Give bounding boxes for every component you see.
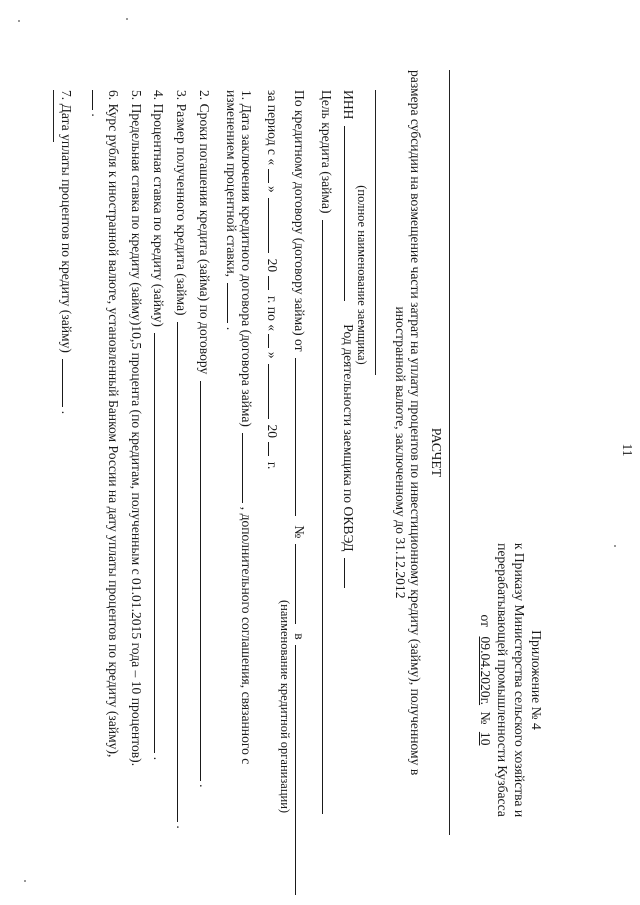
appendix-date: 09.04.2020г. [478, 636, 493, 706]
item-3 [174, 90, 189, 829]
item-4-label: 4. Процентная ставка по кредиту (займу) [151, 90, 166, 327]
item-1-line-2 [224, 90, 239, 330]
period-end-year: 20 [265, 424, 280, 439]
item-2-blank [200, 381, 212, 781]
period-start-month-blank [268, 198, 280, 253]
credit-purpose-row [319, 90, 334, 814]
inn-row [341, 90, 356, 588]
item-6-rate-blank [92, 90, 104, 110]
agreement-date-blank [295, 358, 307, 516]
document-title: РАСЧЕТ [429, 427, 444, 478]
item-4 [151, 90, 166, 760]
item-1-line-2-label: изменением процентной ставки, [224, 90, 239, 277]
period-end-quote: » [265, 351, 280, 359]
appendix-line-3: перерабатывающей промышленности Кузбасса [495, 543, 510, 817]
item-2-end: . [197, 784, 212, 788]
item-7-short-rule [53, 90, 54, 142]
item-2 [197, 90, 212, 788]
item-7-label: 7. Дата уплаты процентов по кредиту (займу) [59, 90, 74, 353]
period-start-quote: » [265, 185, 280, 193]
period-end-month-blank [268, 364, 280, 419]
agreement-in-label: в [292, 633, 307, 640]
item-3-blank [177, 322, 189, 822]
item-1-rate-blank [227, 283, 239, 323]
scan-speck [614, 545, 616, 547]
item-7-blank [62, 359, 74, 407]
inn-label: ИНН [341, 90, 356, 120]
item-6-line-2 [89, 90, 104, 117]
item-6: 6. Курс рубля к иностранной валюте, установленный Банком России на дату уплаты процентов по кредиту (займу), [106, 90, 121, 758]
item-1-date-blank [242, 433, 254, 503]
lender-caption: (наименование кредитной организации) [278, 600, 292, 814]
item-3-end: . [174, 825, 189, 829]
period-start-day-blank [268, 169, 280, 183]
item-1-tail: , дополнительного соглашения, связанного с [239, 506, 254, 765]
item-2-label: 2. Сроки погашения кредита (займа) по договору [197, 90, 212, 375]
item-1 [239, 90, 254, 764]
agreement-number-blank [295, 544, 307, 624]
item-7-end: . [59, 410, 74, 415]
appendix-date-prefix: от [478, 614, 493, 628]
period-to-label: г. по « [265, 295, 280, 332]
item-1-line-2-end: . [224, 326, 239, 331]
period-row [265, 90, 280, 469]
subtitle-line-2: иностранной валюте, заключенному до 31.12.2012 [393, 306, 408, 599]
period-label: за период с « [265, 90, 280, 166]
appendix-line-4 [478, 520, 492, 840]
period-start-year-blank [268, 276, 280, 290]
item-6-end: . [89, 113, 104, 117]
scan-speck [18, 20, 20, 22]
period-end-year-blank [268, 442, 280, 456]
agreement-label: По кредитному договору (договору займа) от [292, 90, 307, 352]
item-1-label: 1. Дата заключения кредитного договора (договора займа) [239, 90, 254, 427]
borrower-name-rule [375, 90, 376, 375]
item-4-blank [154, 333, 166, 753]
agreement-row [292, 90, 307, 895]
page-number: 11 [620, 443, 635, 457]
item-5: 5. Предельная ставка по кредиту (займу)10,5 процента (по кредитам, полученным с 01.01.2015 года – 10 процентов). [129, 90, 144, 767]
scan-speck [126, 18, 128, 20]
subtitle-line-1: размера субсидии на возмещение части затрат на уплату процентов по инвестиционному кредиту (займу), полученному в [408, 70, 423, 776]
period-start-year: 20 [265, 258, 280, 273]
item-3-label: 3. Размер полученного кредита (займа) [174, 90, 189, 316]
appendix-line-2: к Приказу Министерства сельского хозяйства и [512, 542, 527, 818]
scan-speck [24, 880, 26, 882]
period-end-day-blank [268, 334, 280, 348]
inn-blank [344, 126, 356, 301]
item-4-end: . [151, 756, 166, 761]
appendix-number-label: № [478, 711, 493, 725]
appendix-number: 10 [478, 731, 493, 746]
lender-name-blank [295, 645, 307, 895]
top-rule [449, 70, 450, 835]
credit-purpose-blank [322, 220, 334, 814]
credit-purpose-label: Цель кредита (займа) [319, 90, 334, 214]
item-7 [59, 90, 74, 414]
borrower-caption: (полное наименование заемщика) [355, 185, 369, 365]
agreement-number-label: № [292, 525, 307, 539]
period-end-g: г. [265, 461, 280, 470]
okved-label: Род деятельности заемщика по ОКВЭД [341, 324, 356, 552]
appendix-line-1: Приложение № 4 [529, 630, 544, 730]
okved-blank [344, 558, 356, 588]
